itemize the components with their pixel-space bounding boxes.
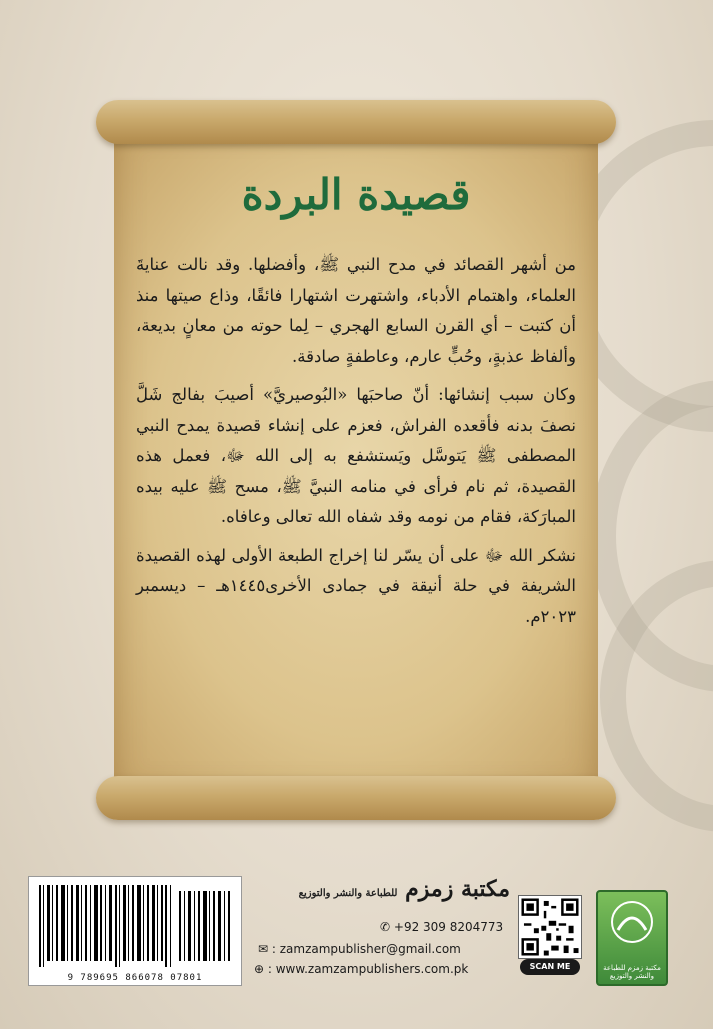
- email-icon: ✉: [258, 942, 269, 956]
- website-link[interactable]: ⊕ : www.zamzampublishers.com.pk: [254, 962, 469, 976]
- parchment-scroll: [96, 100, 616, 820]
- logo-emblem-icon: [598, 892, 666, 952]
- scan-me-label: SCAN ME: [520, 959, 580, 975]
- publisher-name: مكتبة زمزم للطباعة والنشر والتوزيع: [298, 876, 510, 902]
- publisher-block: [252, 876, 510, 902]
- isbn-barcode: [28, 876, 242, 986]
- whatsapp-icon: ✆: [380, 920, 391, 934]
- qr-pattern: [519, 896, 581, 958]
- email-address[interactable]: ✉ : zamzampublisher@gmail.com: [258, 942, 461, 956]
- description-text: [136, 250, 576, 640]
- globe-icon: ⊕: [254, 962, 265, 976]
- isbn-number: 9 789695 866078 07801: [67, 973, 203, 983]
- qr-code[interactable]: [518, 895, 582, 959]
- publisher-subtitle: للطباعة والنشر والتوزيع: [298, 888, 398, 899]
- paragraph: وكان سبب إنشائها: أنّ صاحبَها «البُوصيريَّ» أصيبَ بفالج شَلَّ نصفَ بدنه فأقعده الفراش، فعزم على إنشاء قصيدة يمدح النبي المصطفى ﷺ يَتوسَّل ويَستشفع به إلى الله ﷻ، فعمل هذه القصيدة، ثم نام فرأى في منامه النبيَّ ﷺ، مسح ﷺ عليه بيده المبارَكة، فقام من نومه وقد شفاه الله تعالى وعافاه.: [136, 385, 576, 526]
- logo-text: مكتبة زمزم للطباعة والنشر والتوزيع: [603, 964, 661, 980]
- paragraph: من أشهر القصائد في مدح النبي ﷺ، وأفضلها. وقد نالت عنايةَ العلماء، واهتمام الأدباء، واشتهرت اشتهارا فائقًا، وذاع صيتها منذ أن كتبت – أي القرن السابع الهجري – لِما حوته من معانٍ بديعة، وألفاظ عذبةٍ، وحُبٍّ عارم، وعاطفةٍ صادقة.: [136, 255, 576, 366]
- scroll-roll-top: [96, 100, 616, 144]
- book-title: قصيدة البردة: [241, 170, 471, 219]
- paragraph: نشكر الله ﷻ على أن يسّر لنا إخراج الطبعة الأولى لهذه القصيدة الشريفة في حلة أنيقة في جمادى الأخرى١٤٤٥هـ – ديسمبر ٢٠٢٣م.: [136, 545, 576, 626]
- publisher-logo: [596, 890, 668, 986]
- barcode-bars: [39, 885, 231, 967]
- phone-number: ✆ +92 309 8204773: [380, 920, 504, 934]
- scroll-roll-bottom: [96, 776, 616, 820]
